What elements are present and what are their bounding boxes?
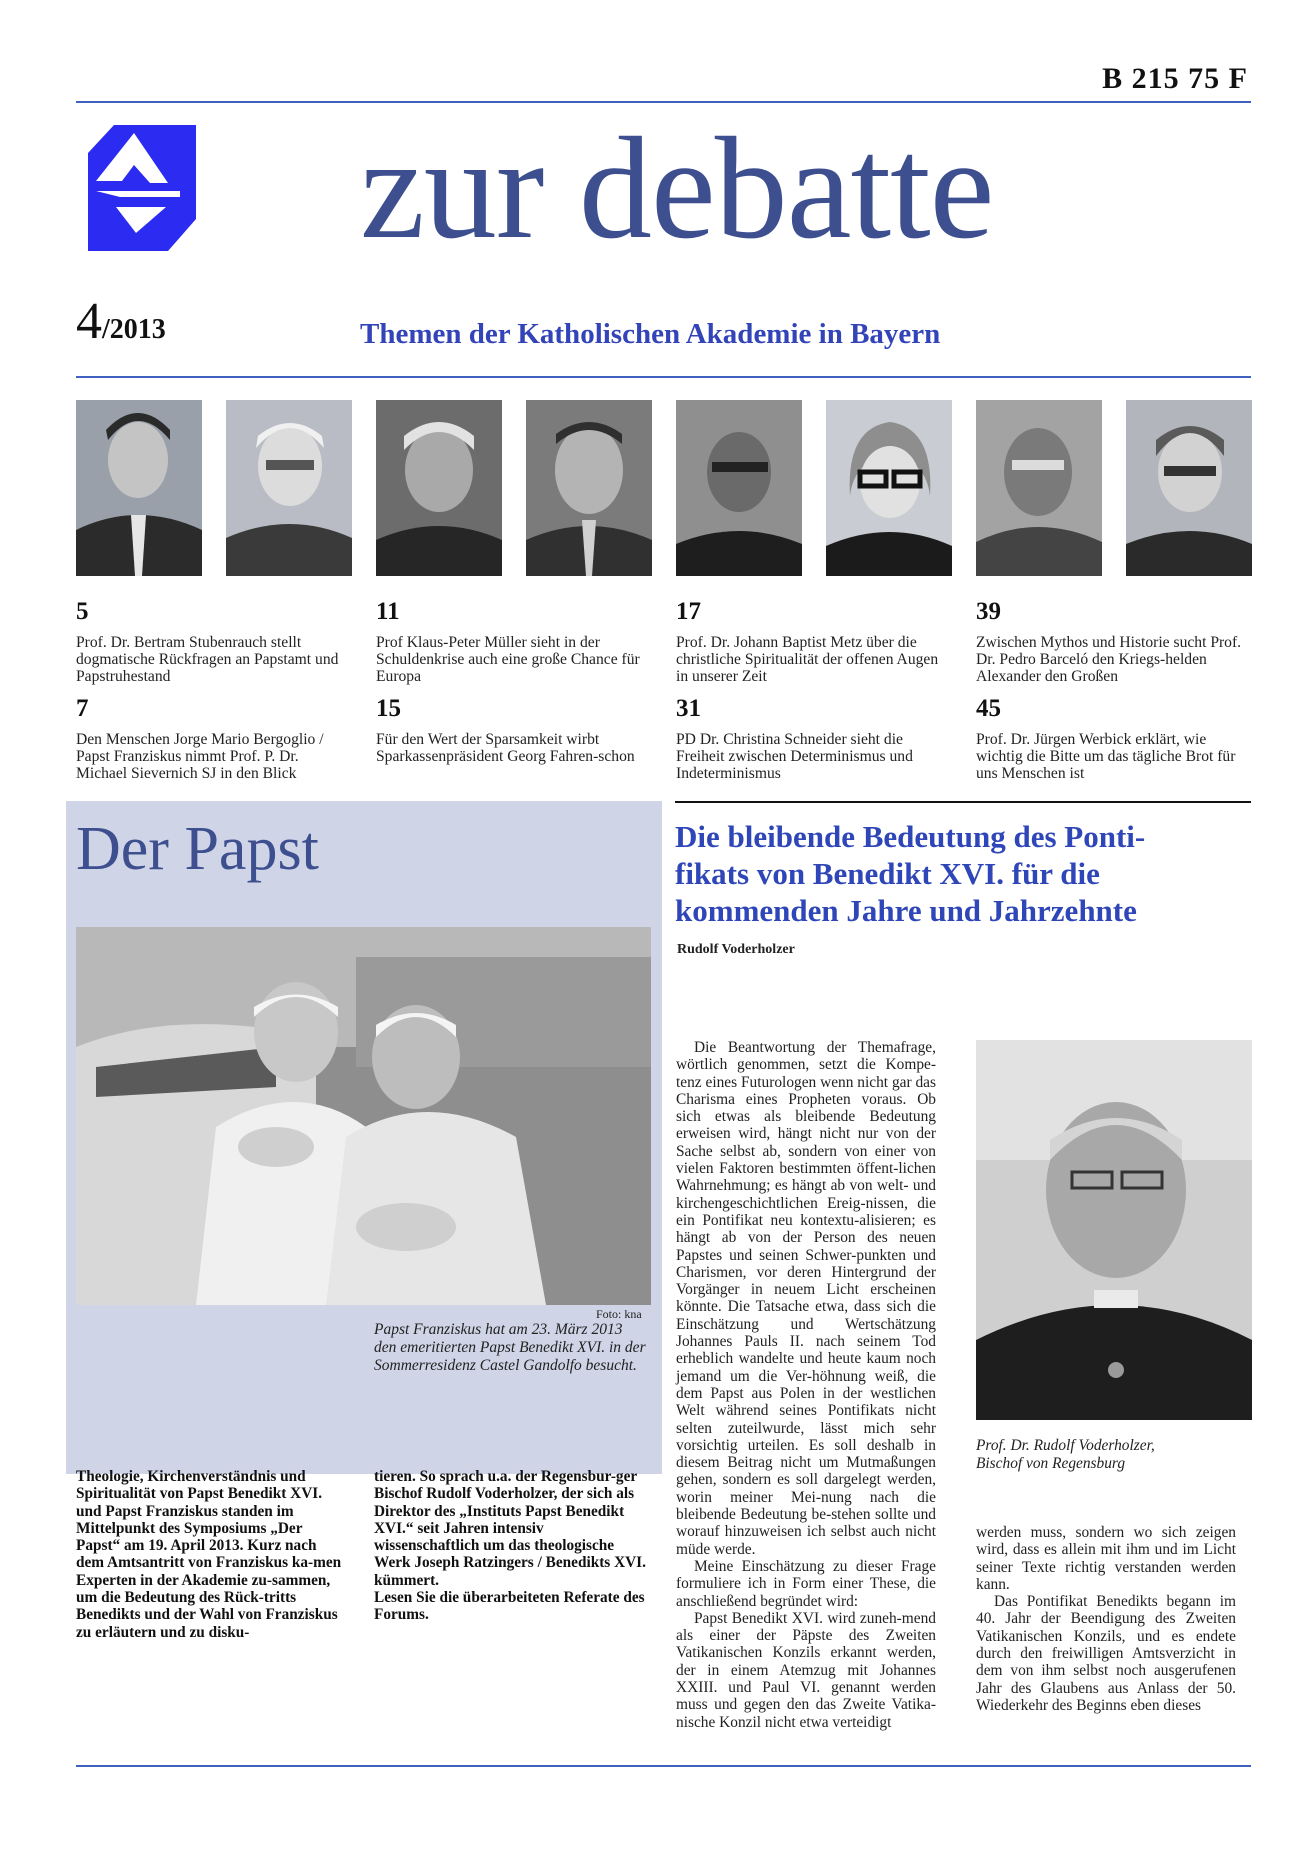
top-rule: [76, 101, 1251, 103]
toc-page-number[interactable]: 17: [676, 598, 701, 625]
author-portrait-caption-line: Bischof von Regensburg: [976, 1455, 1126, 1472]
toc-entry-text[interactable]: Für den Wert der Sparsamkeit wirbt Sparkassenpräsident Georg Fahren-schon: [376, 731, 635, 765]
article-paragraph: Meine Einschätzung zu dieser Frage formuliere ich in Form einer These, die anschließend begründet wird:: [676, 1557, 936, 1610]
photo-credit: Foto: kna: [596, 1307, 642, 1321]
issue-number: 4: [76, 293, 102, 350]
toc-portrait-6[interactable]: [826, 400, 952, 576]
masthead-subtitle: Themen der Katholischen Akademie in Bayern: [360, 318, 941, 350]
header-rule: [76, 376, 1251, 378]
toc-portrait-5[interactable]: [676, 400, 802, 576]
author-portrait: [976, 1040, 1252, 1420]
article-paragraph: werden muss, sondern wo sich zeigen wird, dass es allein mit ihm und im Licht seiner Texte richtig verstanden werden kann.: [976, 1524, 1236, 1593]
toc-portrait-3[interactable]: [376, 400, 502, 576]
toc-page-number[interactable]: 15: [376, 695, 401, 722]
toc-page-number[interactable]: 31: [676, 695, 701, 722]
article-headline: Die bleibende Bedeutung des Ponti-fikats von Benedikt XVI. für die kommenden Jahre und Jahrzehnte: [675, 819, 1146, 928]
toc-page-number[interactable]: 11: [376, 598, 400, 625]
feature-intro-col2-cta: Lesen Sie die überarbeiteten Referate des Forums.: [374, 1589, 645, 1624]
issue-label: [76, 293, 166, 350]
feature-intro-col2-text: tieren. So sprach u.a. der Regensbur-ger Bischof Rudolf Voderholzer, der sich als Direktor des „Instituts Papst Benedikt XVI.“ seit Jahren intensiv wissenschaftlich um das theologische Werk Joseph Ratzingers / Benedikts XVI. kümmert.: [374, 1468, 646, 1589]
toc-entry-text[interactable]: Zwischen Mythos und Historie sucht Prof. Dr. Pedro Barceló den Kriegs-helden Alexander den Großen: [976, 634, 1242, 685]
article-body-col1: [676, 1039, 936, 1731]
toc-page-number[interactable]: 7: [76, 695, 89, 722]
toc-portrait-4[interactable]: [526, 400, 652, 576]
feature-intro-col2: [374, 1468, 646, 1624]
toc-portrait-8[interactable]: [1126, 400, 1252, 576]
article-top-rule: [675, 801, 1251, 803]
toc-entry-text[interactable]: Prof. Dr. Bertram Stubenrauch stellt dogmatische Rückfragen an Papstamt und Papstruhestand: [76, 634, 339, 685]
issue-year: /2013: [102, 314, 166, 345]
toc-portrait-1[interactable]: [76, 400, 202, 576]
toc-entry-text[interactable]: Prof. Dr. Johann Baptist Metz über die christliche Spiritualität der offenen Augen in unserer Zeit: [676, 634, 939, 685]
toc-portrait-2[interactable]: [226, 400, 352, 576]
bottom-rule: [76, 1765, 1251, 1767]
author-portrait-caption-line: Prof. Dr. Rudolf Voderholzer,: [976, 1437, 1155, 1454]
photo-caption: Papst Franziskus hat am 23. März 2013 den emeritierten Papst Benedikt XVI. in der Sommerresidenz Castel Gandolfo besucht.: [374, 1321, 646, 1374]
author-portrait-caption: [976, 1437, 1252, 1473]
academy-logo: [76, 125, 196, 251]
publication-code: B 215 75 F: [1102, 62, 1248, 95]
toc-page-number[interactable]: 45: [976, 695, 1001, 722]
feature-photo: [76, 927, 651, 1305]
article-author: Rudolf Voderholzer: [677, 942, 795, 957]
masthead: zur debatte: [360, 107, 994, 269]
article-paragraph: Die Beantwortung der Themafrage, wörtlich genommen, setzt die Kompe-tenz eines Futurologen wenn nicht gar das Charisma eines Propheten voraus. Ob sich etwas als bleibende Bedeutung erweisen wird, hängt nicht nur von der Sache selbst ab, sondern von einer von vielen Faktoren bestimmten öffent-lichen Wahrnehmung; es hängt ab von welt- und kirchengeschichtlichen Ereig-nissen, die ein Pontifikat neu kontextu-alisieren; es hängt ab von der Person des neuen Papstes und seinen Schwer-punkten und Charismen, vor deren Hintergrund der Vorgänger in neuem Licht erscheinen könnte. Die Tatsache etwa, dass sich die Einschätzung und Wertschätzung Johannes Pauls II. nach seinem Tod erheblich wandelte und heute kaum noch jemand um die Ver-höhnung weiß, die dem Papst aus Polen in der westlichen Welt während seines Pontifikats nicht selten zuteilwurde, lässt mich sehr vorsichtig urteilen. Es soll deshalb in diesem Beitrag nicht um Mutmaßungen gehen, sondern es soll dargelegt werden, worin meiner Mei-nung nach die bleibende Bedeutung be-stehen sollte und worauf hinzuweisen ich selbst auch nicht müde werde.: [676, 1039, 936, 1558]
toc-page-number[interactable]: 39: [976, 598, 1001, 625]
toc-entry-text[interactable]: PD Dr. Christina Schneider sieht die Freiheit zwischen Determinismus und Indeterminismus: [676, 731, 913, 782]
feature-title: Der Papst: [76, 815, 319, 883]
toc-portrait-7[interactable]: [976, 400, 1102, 576]
toc-page-number[interactable]: 5: [76, 598, 89, 625]
article-paragraph: Das Pontifikat Benedikts begann im 40. Jahr der Beendigung des Zweiten Vatikanischen Konzils, und es endete durch den freiwilligen Amtsverzicht in dem von ihm selbst noch ausgerufenen Jahr des Glaubens aus Anlass der 50. Wiederkehr des Beginns eben dieses: [976, 1593, 1236, 1714]
toc-entry-text[interactable]: Prof. Dr. Jürgen Werbick erklärt, wie wichtig die Bitte um das tägliche Brot für uns Menschen ist: [976, 731, 1236, 782]
toc-entry-text[interactable]: Prof Klaus-Peter Müller sieht in der Schuldenkrise auch eine große Chance für Europa: [376, 634, 640, 685]
toc-entry-text[interactable]: Den Menschen Jorge Mario Bergoglio / Papst Franziskus nimmt Prof. P. Dr. Michael Sievernich SJ in den Blick: [76, 731, 324, 782]
article-paragraph: Papst Benedikt XVI. wird zuneh-mend als einer der Päpste des Zweiten Vatikanischen Konzils erkannt werden, der in einem Atemzug mit Johannes XXIII. und Paul VI. genannt werden muss und gegen den das Zweite Vatika-nische Konzil nicht etwa verteidigt: [676, 1609, 936, 1731]
article-body-col2: [976, 1524, 1236, 1714]
feature-intro-col1: Theologie, Kirchenverständnis und Spiritualität von Papst Benedikt XVI. und Papst Franziskus standen im Mittelpunkt des Symposiums „Der Papst“ am 19. April 2013. Kurz nach dem Amtsantritt von Franziskus ka-men Experten in der Akademie zu-sammen, um die Bedeutung des Rück-tritts Benedikts und der Wahl von Franziskus zu erläutern und zu disku-: [76, 1468, 342, 1641]
